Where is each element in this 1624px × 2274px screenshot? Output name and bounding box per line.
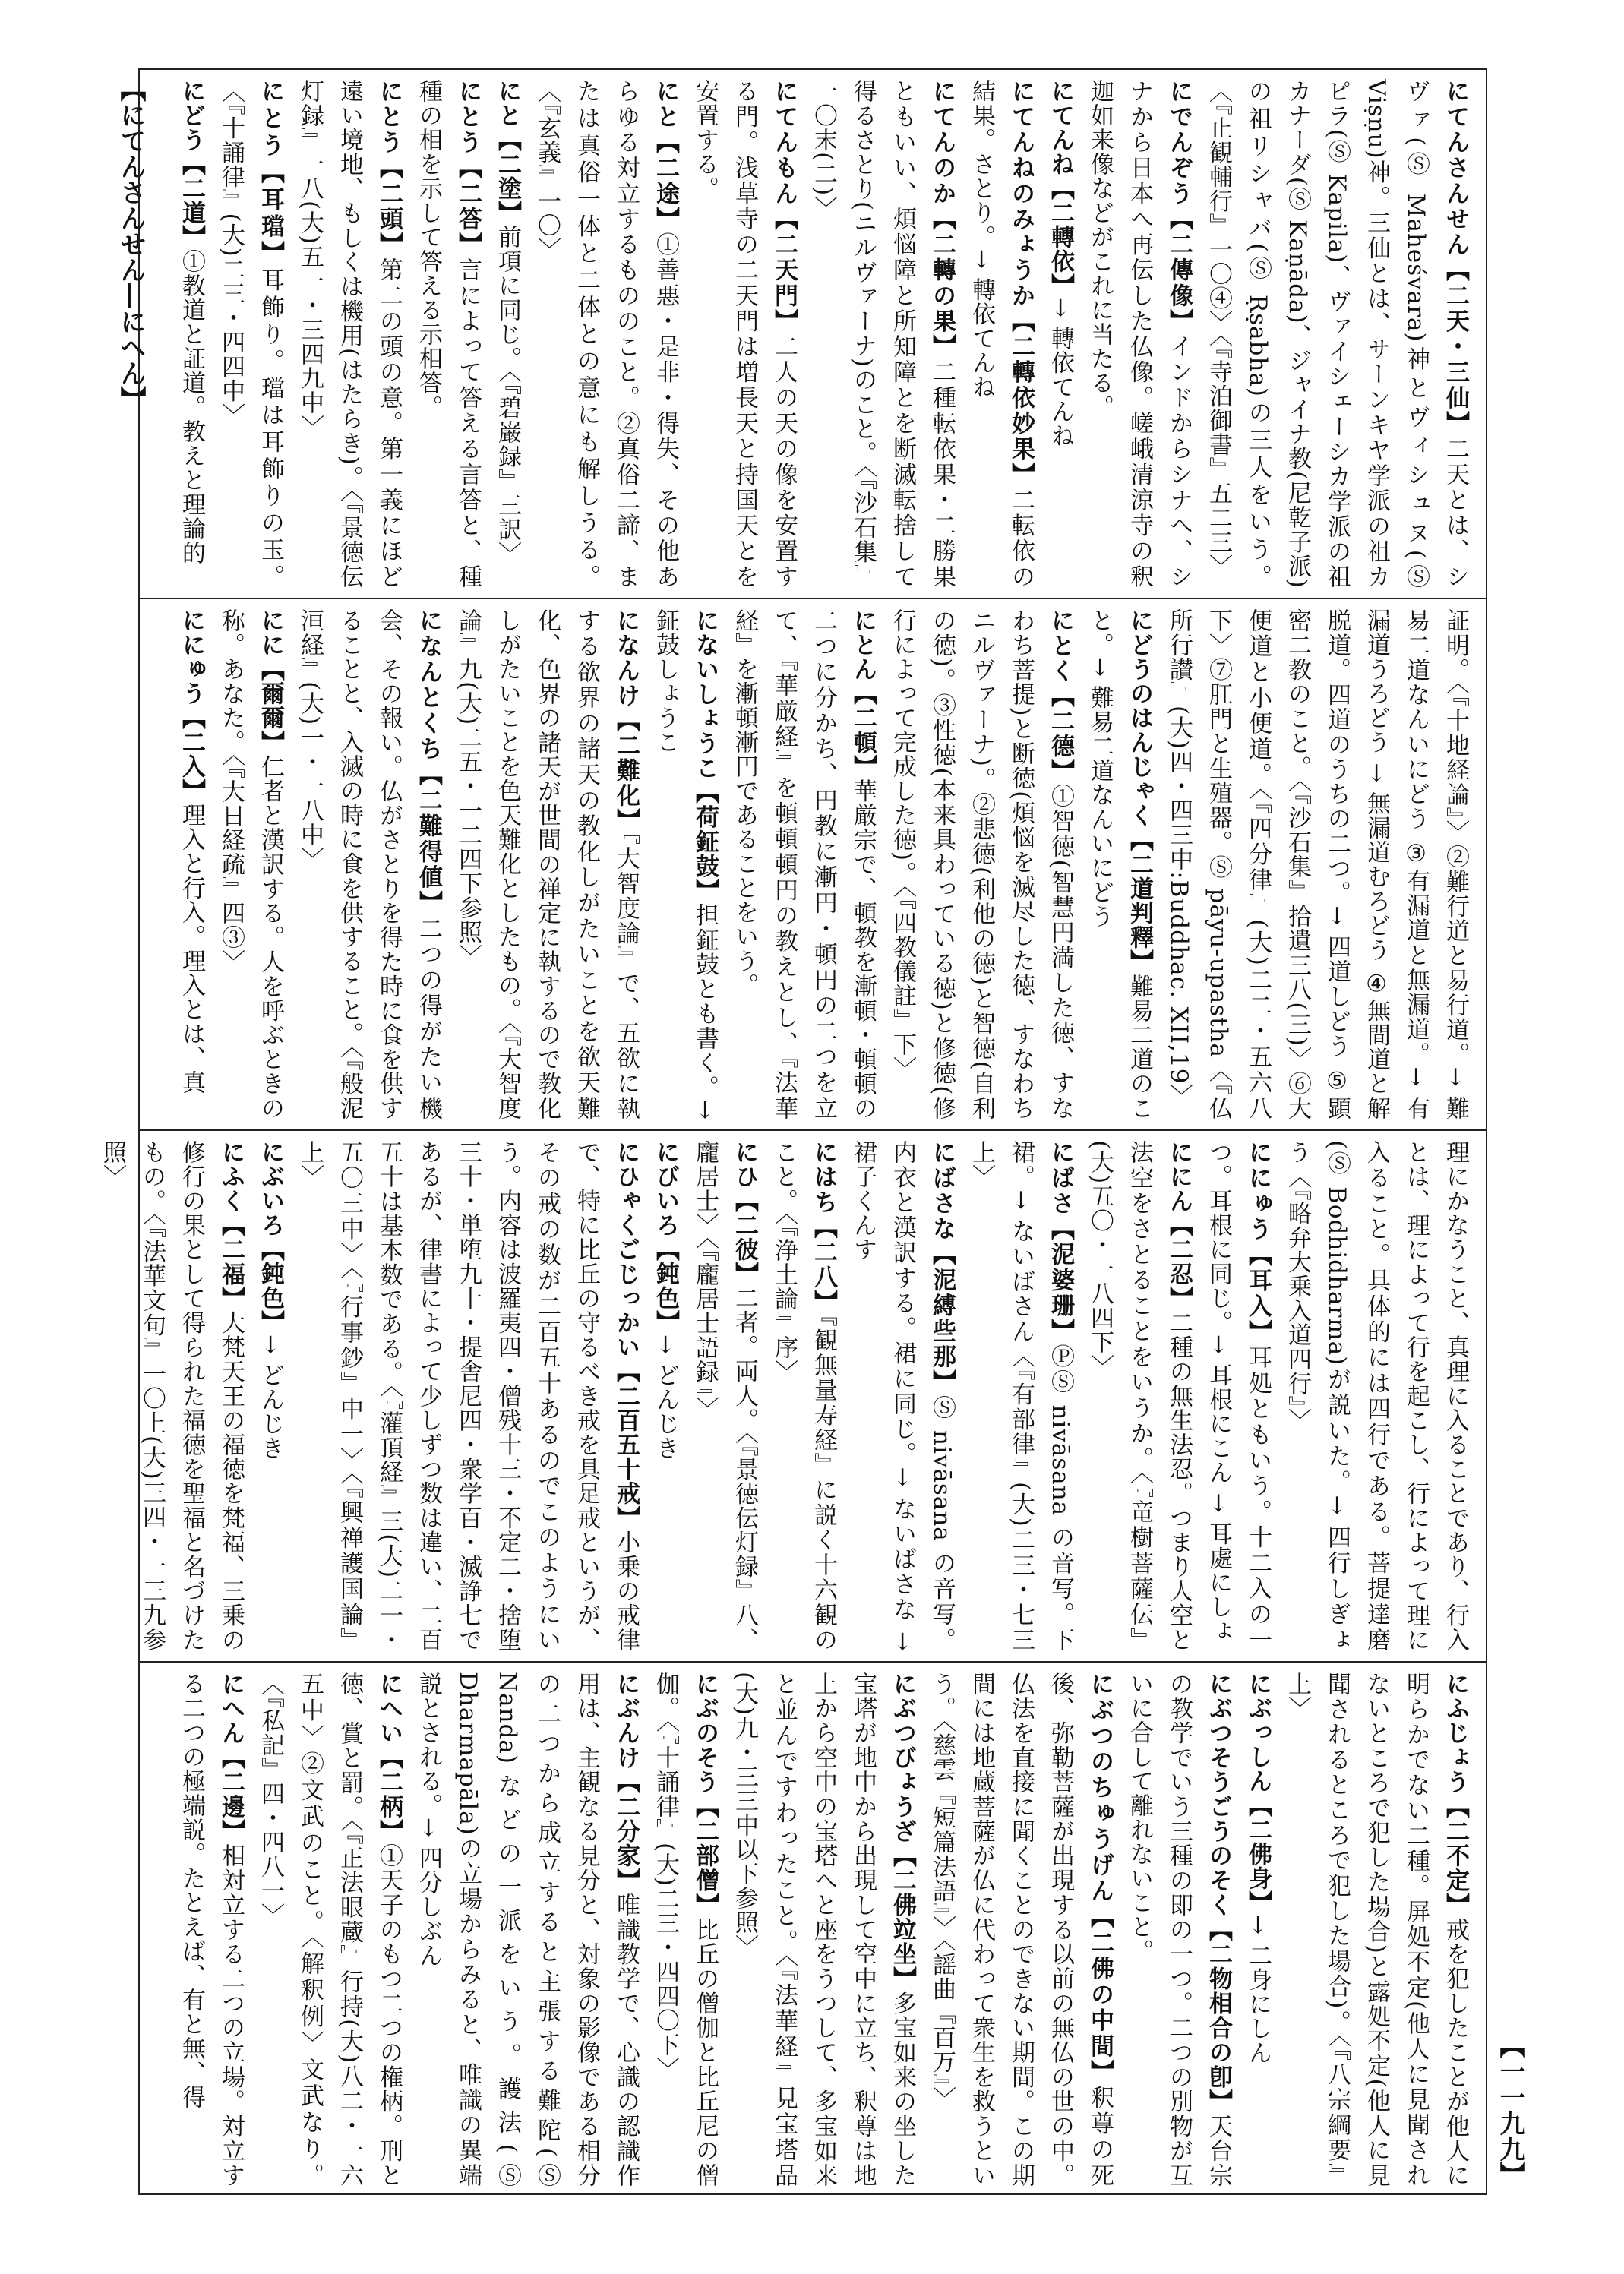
entry-text: 二つの得がたい機会、その報い。仏がさとりを得た時に食を供することと、入滅の時に食を供すること。〈『般泥洹経』(大)一・一八中〉 [296,608,442,1121]
entry-headword: にひゃくごじっかい【二百五十戒】 [612,1140,640,1530]
dictionary-entry [646,1672,725,2187]
entry-text: 二転依の結果。さとり。→ 轉依てんね [968,79,1035,589]
page-number: 【一一九九】 [1495,2032,1525,2187]
entry-text: → 轉依てんね [1047,298,1074,448]
entry-headword: にぶっしん【二佛身】 [1244,1672,1272,1915]
entry-headword: になんけ【二難化】 [612,608,640,833]
dictionary-entry [409,79,488,589]
dictionary-entry [1080,1140,1199,1652]
dictionary-entry [646,1140,685,1652]
dictionary-entry [1080,608,1159,1120]
entry-text: 耳処ともいう。十二入の一つ。耳根に同じ。→ 耳根にこん → 耳處にしょ [1205,1140,1272,1653]
entry-headword: にぶのそう【二部僧】 [691,1672,719,1918]
dictionary-entry [843,1140,962,1652]
entry-text: ①智徳(智慧円満した徳、すなわち菩提)と断徳(煩悩を滅尽した徳、すなわちニルヴァーナ)。②悲徳(利他の徳)と智徳(自利の徳)。③性徳(本来具わっている徳)と修徳(修行によって完成した徳)。〈『四教儀註』下〉 [889,608,1074,1120]
dictionary-entry [1080,79,1199,589]
entry-text: ①教道と証道。教えと理論的 [178,249,205,565]
entry-text: 二人の天の像を安置する門。浅草寺の二天門は増長天と持国天とを安置する。 [691,79,798,589]
entry-headword: にはち【二八】 [810,1140,837,1315]
entry-headword: にでんぞう【二傳像】 [1165,79,1193,335]
entry-text: 前項に同じ。〈『碧巌録』三訳〉 [494,225,521,566]
entry-headword: にてんさんせん【二天・三仙】 [1442,79,1469,437]
entry-text: 『観無量寿経』に説く十六観のこと。〈『浄土論』序〉 [770,1140,837,1652]
running-header: 【にてんさんせん―にへん】 [115,76,146,412]
entry-headword: にひ【二彼】 [731,1140,758,1287]
entry-text: 『大智度論』で、五欲に執する欲界の諸天の教化しがたいことを欲天難化、色界の諸天が世間の禅定に執するので教化しがたいことを色天難化としたもの。〈『大智度論』九(大)二五・一二四下参照〉 [454,608,640,1120]
entry-text: 戒を犯したことが他人に明らかでない二種。屏処不定(他人に見聞されないところで犯した場合)と露処不定(他人に見聞されるところで犯した場合)。〈『八宗綱要』上〉 [1284,1672,1469,2188]
dictionary-entry [172,608,211,1120]
text-tier-3 [99,1129,1486,1661]
entry-text: Ⓢ nivāsana の音写。内衣と漢訳する。裙に同じ。→ ないばさな → 裙子くんす [849,1140,956,1653]
entry-text: 唯識教学で、心識の認識作用は、主観なる見分と、対象の影像である相分の二つから成立すると主張する難陀(Ⓢ Nanda)などの一派をいう。護法(Ⓢ Dharmapāla)の立場からみると、唯識の異端説とされる。→ 四分しぶん [415,1672,640,2188]
dictionary-entry [409,1672,646,2187]
dictionary-entry [290,79,409,589]
dictionary-entry [93,1140,251,1652]
entry-text: 大梵天王の福徳を梵福、三乗の修行の果として得られた福徳を聖福と名づけたもの。〈『法華文句』一〇上(大)三四・一三九参照〉 [99,1140,245,1653]
entry-headword: にどうのはんじゃく【二道判釋】 [1126,608,1153,974]
entry-text: 理入と行入。理入とは、真 [178,803,205,1094]
entry-text: 理にかなうこと、真理に入ることであり、行入とは、理によって行を起こし、行によって理に入ること。具体的には四行である。菩提達磨(Ⓢ Bodhidharma)が説いた。→ 四行しぎょう〈『略弁大乗入道四行』〉 [1284,1140,1469,1652]
dictionary-entry [922,1672,1120,2187]
entry-text: 耳飾り。璫は耳飾りの玉。〈『十誦律』(大)二三・四四中〉 [217,79,284,589]
dictionary-entry [172,79,211,589]
entry-text: → 二身にしん [1244,1915,1272,2065]
entry-headword: ににゅう【二入】 [178,608,205,803]
entry-headword: にとう【二答】 [454,79,482,258]
entry-text: 第二の頭の意。第一義にほど遠い境地、もしくは機用(はたらき)。〈『景徳伝灯録』一八(大)五一・三四九中〉 [296,79,403,589]
entry-text: 天台宗の教学でいう三種の即の一つ。二つの別物が互いに合して離れないこと。 [1126,1672,1232,2188]
entry-text: 証明。〈『十地経論』〉②難行道と易行道。→ 難易二道なんいにどう ③有漏道と無漏道。→ 有漏道うろどう → 無漏道むろどう ④無間道と解脱道。四道のうちの二つ。→ 四道しどう ⑤顕密二教のこと。〈『沙石集』拾遺三八(三)〉⑥大便道と小便道。〈『四分律』(大)二二・五六八下〉⑦肛門と生殖器。Ⓢ pāyu-upastha〈『仏所行讃』(大)四・四三中:Buddhac. XII,19〉 [1165,608,1469,1120]
entry-headword: にと【二塗】 [494,79,521,225]
dictionary-entry [488,79,527,589]
text-tier-1 [140,70,1486,598]
dictionary-page [84,68,1542,2195]
dictionary-entry [725,608,883,1120]
entry-headword: にてんのか【二轉の果】 [928,79,956,360]
entry-text: 釈尊の死後、弥勒菩薩が出現する以前の無仏の世の中。仏法を直接に聞くことのできない期間。この期間には地蔵菩薩が仏に代わって衆生を救うという。〈慈雲『短篇法語』〉〈謡曲『百万』〉 [928,1672,1114,2188]
entry-text: 担鉦鼓とも書く。→ 鉦鼓しょうこ [652,608,719,1120]
dictionary-entry [646,608,725,1120]
dictionary-entry [290,1140,646,1652]
entry-headword: にとう【耳璫】 [257,79,284,268]
entry-text: 難易二道のこと。→ 難易二道なんいにどう [1086,608,1153,1121]
entry-headword: にぶつそうごうのそく【二物相合の卽】 [1205,1672,1232,2115]
entry-headword: にと【二途】 [652,79,679,232]
entry-headword: にどう【二道】 [178,79,205,249]
entry-headword: にてんねのみょうか【二轉依妙果】 [1007,79,1035,488]
dictionary-entry [1041,79,1080,589]
dictionary-entry [804,79,962,589]
dictionary-entry [685,79,804,589]
entry-text: 二天とは、シヴァ(Ⓢ Maheśvara)神とヴィシュヌ(Ⓢ Viṣṇu)神。三仙とは、サーンキヤ学派の祖カピラ(Ⓢ Kapila)、ヴァイシェーシカ学派の祖カナーダ(Ⓢ Kaṇāda)、ジャイナ教(尼乾子派)の祖リシャバ(Ⓢ Ṛṣabha)の三人をいう。〈『止観輔行』一〇④〉〈『寺泊御書』五二三〉 [1205,79,1469,589]
dictionary-entry [883,608,1080,1120]
entry-headword: にとう【二頭】 [375,79,403,258]
entry-headword: にへい【二柄】 [375,1672,403,1844]
entry-headword: にぶつびょうざ【二佛竝坐】 [889,1672,916,1991]
entry-text: 二者。両人。〈『景徳伝灯録』八、龐居士〉〈『龐居士語録』〉 [691,1140,758,1653]
entry-headword: にぶいろ【鈍色】 [257,1140,284,1334]
entry-headword: にぶつのちゅうげん【二佛の中間】 [1086,1672,1114,2086]
dictionary-entry [725,1672,922,2187]
entry-text: ⓅⓈ nivāsana の音写。下裙。→ ないばさん〈『有部律』(大)二三・七三上〉 [968,1140,1074,1653]
dictionary-entry [211,79,290,589]
entry-text: → どんじき [257,1334,284,1461]
dictionary-entry [1120,1672,1238,2187]
entry-headword: にてんもん【二天門】 [770,79,798,335]
dictionary-entry [1278,1672,1475,2187]
dictionary-entry [290,608,448,1120]
dictionary-entry [251,1672,409,2187]
dictionary-entry [1159,608,1475,1120]
entry-headword: ににん【二忍】 [1165,1140,1193,1311]
entry-headword: にてんね【二轉依】 [1047,79,1074,298]
dictionary-entry [1199,79,1475,589]
dictionary-entry [962,79,1041,589]
entry-headword: にに【爾爾】 [257,608,284,755]
dictionary-entry [764,1140,843,1652]
entry-text: 二種転依果・二勝果ともいい、煩悩障と所知障とを断滅転捨して得るさとり(ニルヴァーナ)のこと。〈『沙石集』一〇末(二)〉 [810,79,956,589]
entry-headword: にとん【二頓】 [849,608,877,779]
entry-text: 多宝如来の坐した宝塔が地中から出現して空中に立ち、釈尊は地上から空中の宝塔へと座をうつして、多宝如来と並んですわったこと。〈『法華経』見宝塔品(大)九・三三中以下参照〉 [731,1672,916,2188]
entry-headword: にとく【二德】 [1047,608,1074,785]
entry-text: 二種の無生法忍。つまり人空と法空をさとることをいうか。〈『竜樹菩薩伝』(大)五〇・一八四下〉 [1086,1140,1193,1653]
entry-text: → どんじき [652,1334,679,1461]
entry-text: 比丘の僧伽と比丘尼の僧伽。〈『十誦律』(大)二三・四四〇下〉 [652,1672,719,2188]
text-tier-2 [140,598,1486,1129]
entry-text: 小乗の戒律で、特に比丘の守るべき戒を具足戒というが、その戒の数が二百五十あるのでこのようにいう。内容は波羅夷四・僧残十三・不定二・捨堕三十・単堕九十・提舎尼四・衆学百・滅諍七であるが、律書によって少しずつ数は違い、二百五十は基本数である。〈『灌頂経』三(大)二一・五〇三中〉〈『行事鈔』中一〉〈『興禅護国論』上〉 [296,1140,640,1653]
entry-headword: にぶんけ【二分家】 [612,1672,640,1893]
entry-headword: になんとくち【二難得値】 [415,608,442,917]
dictionary-entry [962,1140,1080,1652]
entry-text: 華厳宗で、頓教を漸頓・頓頓の二つに分かち、円教に漸円・頓円の二つを立て、『華厳経』を頓頓頓円の教えとし、『法華経』を漸頓漸円であることをいう。 [731,608,877,1121]
entry-headword: ににゅう【耳入】 [1244,1140,1272,1346]
entry-text: 相対立する二つの立場。対立する二つの極端説。たとえば、有と無、得 [178,1672,245,2188]
entry-headword: にないしょうこ【荷鉦鼓】 [691,608,719,904]
dictionary-entry [251,1140,290,1652]
entry-text: 言によって答える言答と、種種の相を示して答える示相答。 [415,79,482,589]
entry-text: ①天子のもつ二つの権柄。刑と徳、賞と罰。〈『正法眼蔵』行持(大)八二・一六五中〉②文武のこと。〈解釈例〉文武なり。〈『私記』四・四八一〉 [257,1672,403,2188]
entry-headword: にへん【二邊】 [217,1672,245,1844]
dictionary-entry [1238,1672,1278,2187]
entry-text: インドからシナへ、シナから日本へ再伝した仏像。嵯峨清涼寺の釈迦如来像などがこれに当たる。 [1086,79,1193,589]
entry-headword: にふじょう【二不定】 [1442,1672,1469,1918]
entry-headword: にばさ【泥婆珊】 [1047,1140,1074,1344]
dictionary-entry [1199,1140,1278,1652]
dictionary-entry [527,79,685,589]
dictionary-entry [448,608,646,1120]
dictionary-entry [685,1140,764,1652]
dictionary-entry [211,608,290,1120]
entry-headword: にばさな【泥縛些那】 [928,1140,956,1395]
dictionary-entry [172,1672,251,2187]
text-tier-4 [140,1661,1486,2197]
entry-text: ①善悪・是非・得失、その他あらゆる対立するもののこと。②真俗二諦、または真俗一体と二体との意にも解しうる。〈『玄義』一〇〉 [533,79,679,589]
entry-headword: にふく【二福】 [217,1140,245,1311]
entry-headword: にびいろ【鈍色】 [652,1140,679,1334]
dictionary-entry [1278,1140,1475,1652]
entry-text: 仁者と漢訳する。人を呼ぶときの称。あなた。〈『大日経疏』四③〉 [217,608,284,1121]
